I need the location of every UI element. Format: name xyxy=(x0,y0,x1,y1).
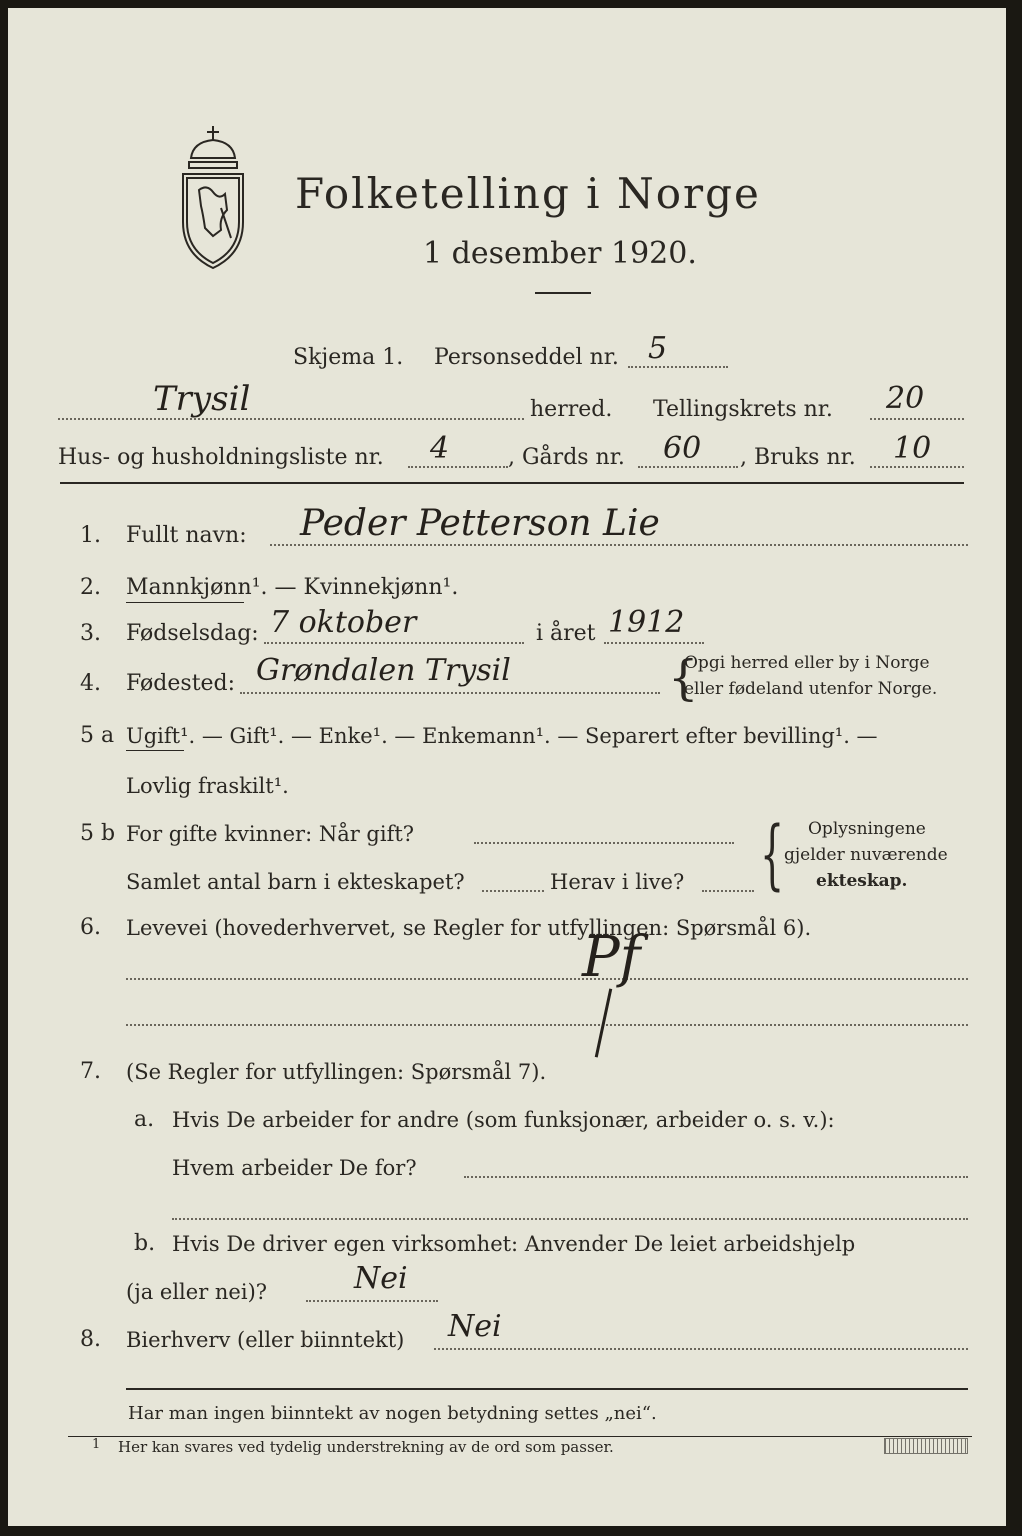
norway-coat-of-arms-icon xyxy=(173,118,253,280)
census-form-page xyxy=(8,8,1006,1526)
q2-number: 2. xyxy=(80,575,101,600)
q5b-note1: Oplysningene xyxy=(808,819,926,839)
q4-brace: { xyxy=(668,650,699,706)
q3-value: 7 oktober xyxy=(270,605,417,640)
herred-label: herred. xyxy=(530,397,613,422)
q6-number: 6. xyxy=(80,915,101,940)
q7a-line3-dots xyxy=(172,1218,968,1220)
q5b-line1: For gifte kvinner: Når gift? xyxy=(126,822,415,846)
q8-label: Bierhverv (eller biinntekt) xyxy=(126,1328,405,1352)
hus-value: 4 xyxy=(430,431,450,466)
personseddel-label: Personseddel nr. xyxy=(434,345,619,370)
hus-line xyxy=(408,466,508,468)
tellingskrets-line xyxy=(870,418,964,420)
footer-note: Har man ingen biinntekt av nogen betydning settes „nei“. xyxy=(128,1403,657,1424)
q6-value: Pf xyxy=(582,925,641,990)
q4-note-line2: eller fødeland utenfor Norge. xyxy=(684,679,938,699)
schema-label: Skjema 1. xyxy=(293,345,404,370)
tellingskrets-label: Tellingskrets nr. xyxy=(653,397,833,422)
q1-value: Peder Petterson Lie xyxy=(300,503,660,544)
q2-label: Mannkjønn¹. — Kvinnekjønn¹. xyxy=(126,575,459,600)
gards-label: , Gårds nr. xyxy=(508,445,625,470)
gards-line xyxy=(638,466,738,468)
q3-label: Fødselsdag: xyxy=(126,621,259,646)
q2-mannkjonn-underline xyxy=(126,602,244,603)
q8-line xyxy=(434,1348,968,1350)
q8-number: 8. xyxy=(80,1327,101,1352)
census-date: 1 desember 1920. xyxy=(423,236,697,271)
herred-line xyxy=(58,418,524,420)
herred-value: Trysil xyxy=(153,379,251,419)
gards-value: 60 xyxy=(663,431,702,466)
q7b-number: b. xyxy=(134,1231,156,1256)
q5b-brace: { xyxy=(760,809,785,898)
form-title: Folketelling i Norge xyxy=(295,169,761,218)
q7-label: (Se Regler for utfyllingen: Spørsmål 7). xyxy=(126,1060,547,1084)
footnote-mark: 1 xyxy=(92,1437,101,1452)
q8-value: Nei xyxy=(448,1309,502,1344)
hus-label: Hus- og husholdningsliste nr. xyxy=(58,445,384,470)
q5a-line1: Ugift¹. — Gift¹. — Enke¹. — Enkemann¹. — Separert efter bevilling¹. — xyxy=(126,724,878,748)
q3-year-value: 1912 xyxy=(608,605,685,640)
q7a-line2-dots xyxy=(464,1176,968,1178)
q6-label: Levevei (hovederhvervet, se Regler for utfyllingen: Spørsmål 6). xyxy=(126,916,812,940)
q7b-value: Nei xyxy=(354,1261,408,1296)
bruks-label: , Bruks nr. xyxy=(740,445,856,470)
q7a-line1: Hvis De arbeider for andre (som funksjonær, arbeider o. s. v.): xyxy=(172,1108,835,1132)
q4-label: Fødested: xyxy=(126,671,236,696)
q5a-ugift-underline xyxy=(126,750,184,751)
q4-line xyxy=(240,692,660,694)
q1-number: 1. xyxy=(80,523,101,548)
q3-year-line xyxy=(604,642,704,644)
q5b-line1-dots xyxy=(474,842,734,844)
q5b-number: 5 b xyxy=(80,821,116,846)
q4-number: 4. xyxy=(80,671,101,696)
q7a-line2: Hvem arbeider De for? xyxy=(172,1156,417,1180)
q5b-line2b: Herav i live? xyxy=(550,870,685,894)
q5a-line2: Lovlig fraskilt¹. xyxy=(126,774,289,798)
tellingskrets-value: 20 xyxy=(886,381,925,416)
footer-divider xyxy=(126,1388,968,1390)
q4-value: Grøndalen Trysil xyxy=(256,653,511,688)
q5a-number: 5 a xyxy=(80,723,115,748)
q6-line1 xyxy=(126,978,968,980)
q5b-note3: ekteskap. xyxy=(816,871,908,891)
q6-handwritten-stroke xyxy=(595,988,612,1057)
q5b-line2a-dots xyxy=(482,890,544,892)
q7a-number: a. xyxy=(134,1107,155,1132)
title-divider xyxy=(535,292,591,294)
q5b-line2b-dots xyxy=(702,890,754,892)
q3-year-label: i året xyxy=(536,621,596,646)
bruks-value: 10 xyxy=(893,431,932,466)
q7b-line2: (ja eller nei)? xyxy=(126,1280,268,1304)
q4-note-line1: Opgi herred eller by i Norge xyxy=(684,653,930,673)
printer-stamp-icon xyxy=(884,1438,968,1454)
footnote-text: Her kan svares ved tydelig understrekning av de ord som passer. xyxy=(118,1438,614,1456)
header-divider xyxy=(60,482,964,484)
bruks-line xyxy=(870,466,964,468)
q1-label: Fullt navn: xyxy=(126,523,247,548)
q6-line2 xyxy=(126,1024,968,1026)
personseddel-value: 5 xyxy=(648,331,668,366)
q3-line xyxy=(264,642,524,644)
q5b-note2: gjelder nuværende xyxy=(784,845,948,865)
q5b-line2a: Samlet antal barn i ekteskapet? xyxy=(126,870,465,894)
q3-number: 3. xyxy=(80,621,101,646)
personseddel-line xyxy=(628,366,728,368)
q1-line xyxy=(270,544,968,546)
q7b-line1: Hvis De driver egen virksomhet: Anvender De leiet arbeidshjelp xyxy=(172,1232,856,1256)
q7-number: 7. xyxy=(80,1059,101,1084)
q7b-line2-dots xyxy=(306,1300,438,1302)
